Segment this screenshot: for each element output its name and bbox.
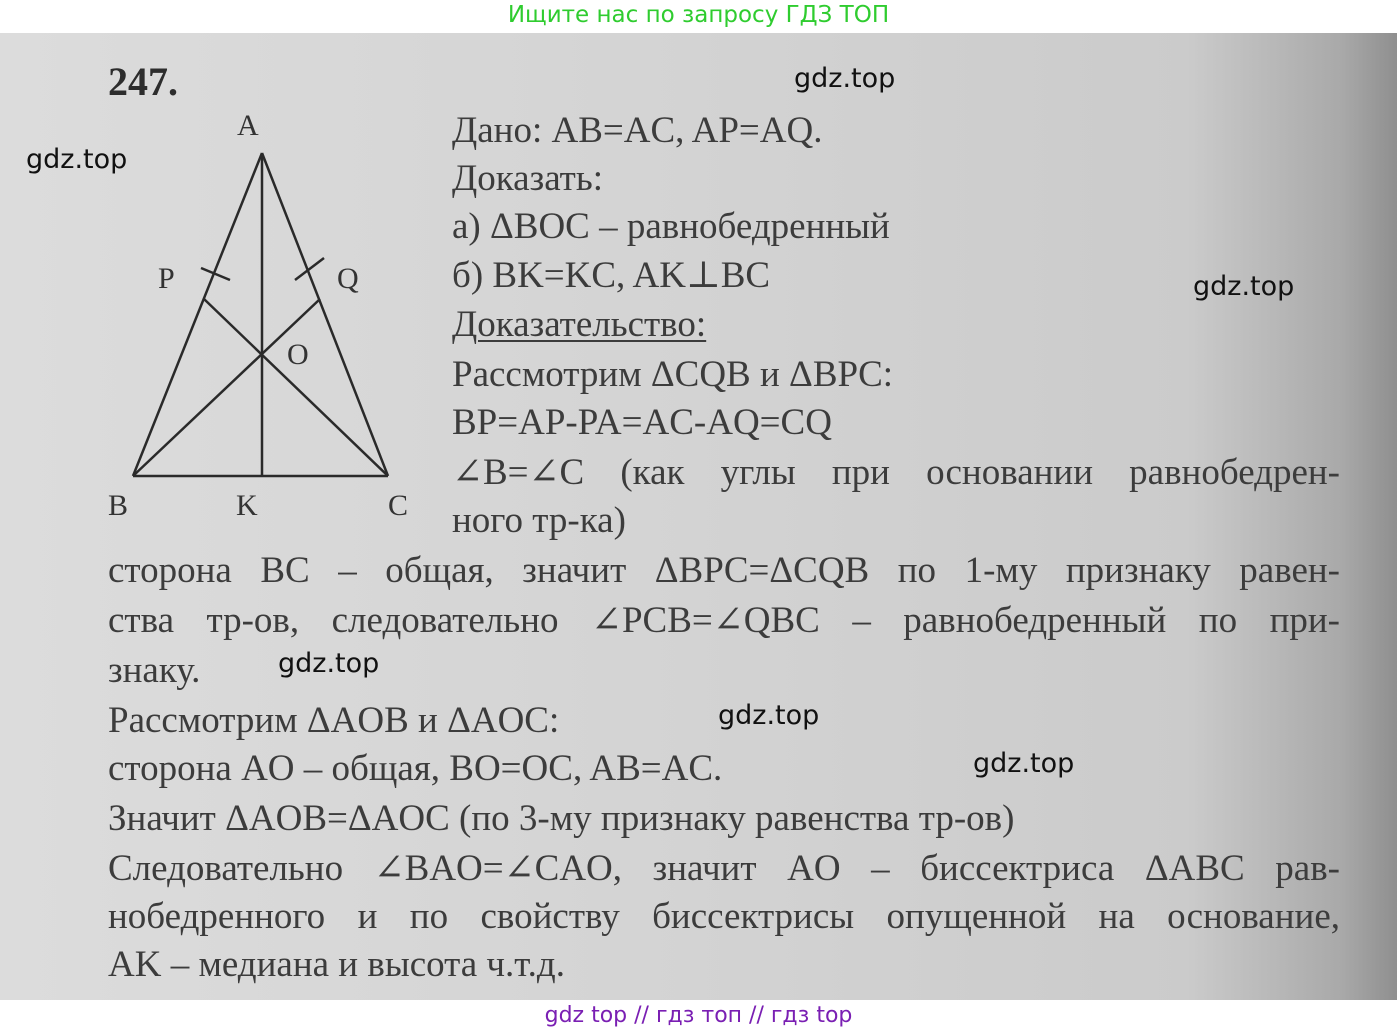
proof-line-9: Значит ΔAOB=ΔAOC (по 3-му признаку равенства тр-ов)	[108, 798, 1015, 839]
side-ac	[262, 153, 388, 476]
watermark: gdz.top	[794, 63, 896, 94]
segment-bq	[133, 299, 320, 476]
label-a: A	[237, 109, 259, 142]
proof-line-5: ства тр-ов, следовательно ∠PCB=∠QBC – равнобедренный по при-	[108, 600, 1340, 641]
label-q: Q	[337, 262, 359, 295]
prove-b: б) BK=KC, AK⊥BC	[452, 255, 771, 296]
proof-line-12: AK – медиана и высота ч.т.д.	[108, 944, 565, 985]
triangle-figure	[100, 105, 430, 530]
side-ab	[133, 153, 262, 476]
watermark: gdz.top	[1193, 271, 1295, 302]
proof-line-6: знаку.	[108, 650, 201, 691]
label-c: C	[388, 489, 409, 522]
proof-line-8: сторона AO – общая, BO=OC, AB=AC.	[108, 748, 723, 789]
proof-line-4: сторона BC – общая, значит ΔBPC=ΔCQB по 1-му признаку равен-	[108, 550, 1340, 591]
label-o: O	[287, 338, 309, 371]
proof-line-7: Рассмотрим ΔAOB и ΔAOC:	[108, 700, 560, 741]
watermark: gdz.top	[278, 648, 380, 679]
proof-heading: Доказательство:	[452, 304, 707, 345]
proof-line-3a: ∠B=∠C (как углы при основании равнобедрен-	[452, 452, 1340, 493]
top-banner: Ищите нас по запросу ГДЗ ТОП	[507, 2, 890, 28]
footer-links: gdz top // гдз топ // гдз top	[544, 1003, 853, 1028]
given-line: Дано: AB=AC, AP=AQ.	[452, 110, 823, 151]
prove-a: а) ΔBOC – равнобедренный	[452, 206, 890, 247]
proof-line-11: нобедренного и по свойству биссектрисы опущенной на основание,	[108, 896, 1340, 937]
label-p: P	[158, 262, 175, 295]
proof-line-3b: ного тр-ка)	[452, 500, 626, 541]
label-k: K	[236, 489, 258, 522]
watermark: gdz.top	[973, 748, 1075, 779]
prove-heading: Доказать:	[452, 158, 603, 199]
label-b: B	[108, 489, 129, 522]
segment-pc	[204, 299, 388, 476]
proof-line-1: Рассмотрим ΔCQB и ΔBPC:	[452, 354, 894, 395]
problem-number: 247.	[108, 59, 178, 104]
proof-line-10: Следовательно ∠BAO=∠CAO, значит AO – биссектриса ΔABC рав-	[108, 848, 1340, 889]
proof-line-2: BP=AP-PA=AC-AQ=CQ	[452, 402, 832, 443]
watermark: gdz.top	[26, 144, 128, 175]
watermark: gdz.top	[718, 700, 820, 731]
